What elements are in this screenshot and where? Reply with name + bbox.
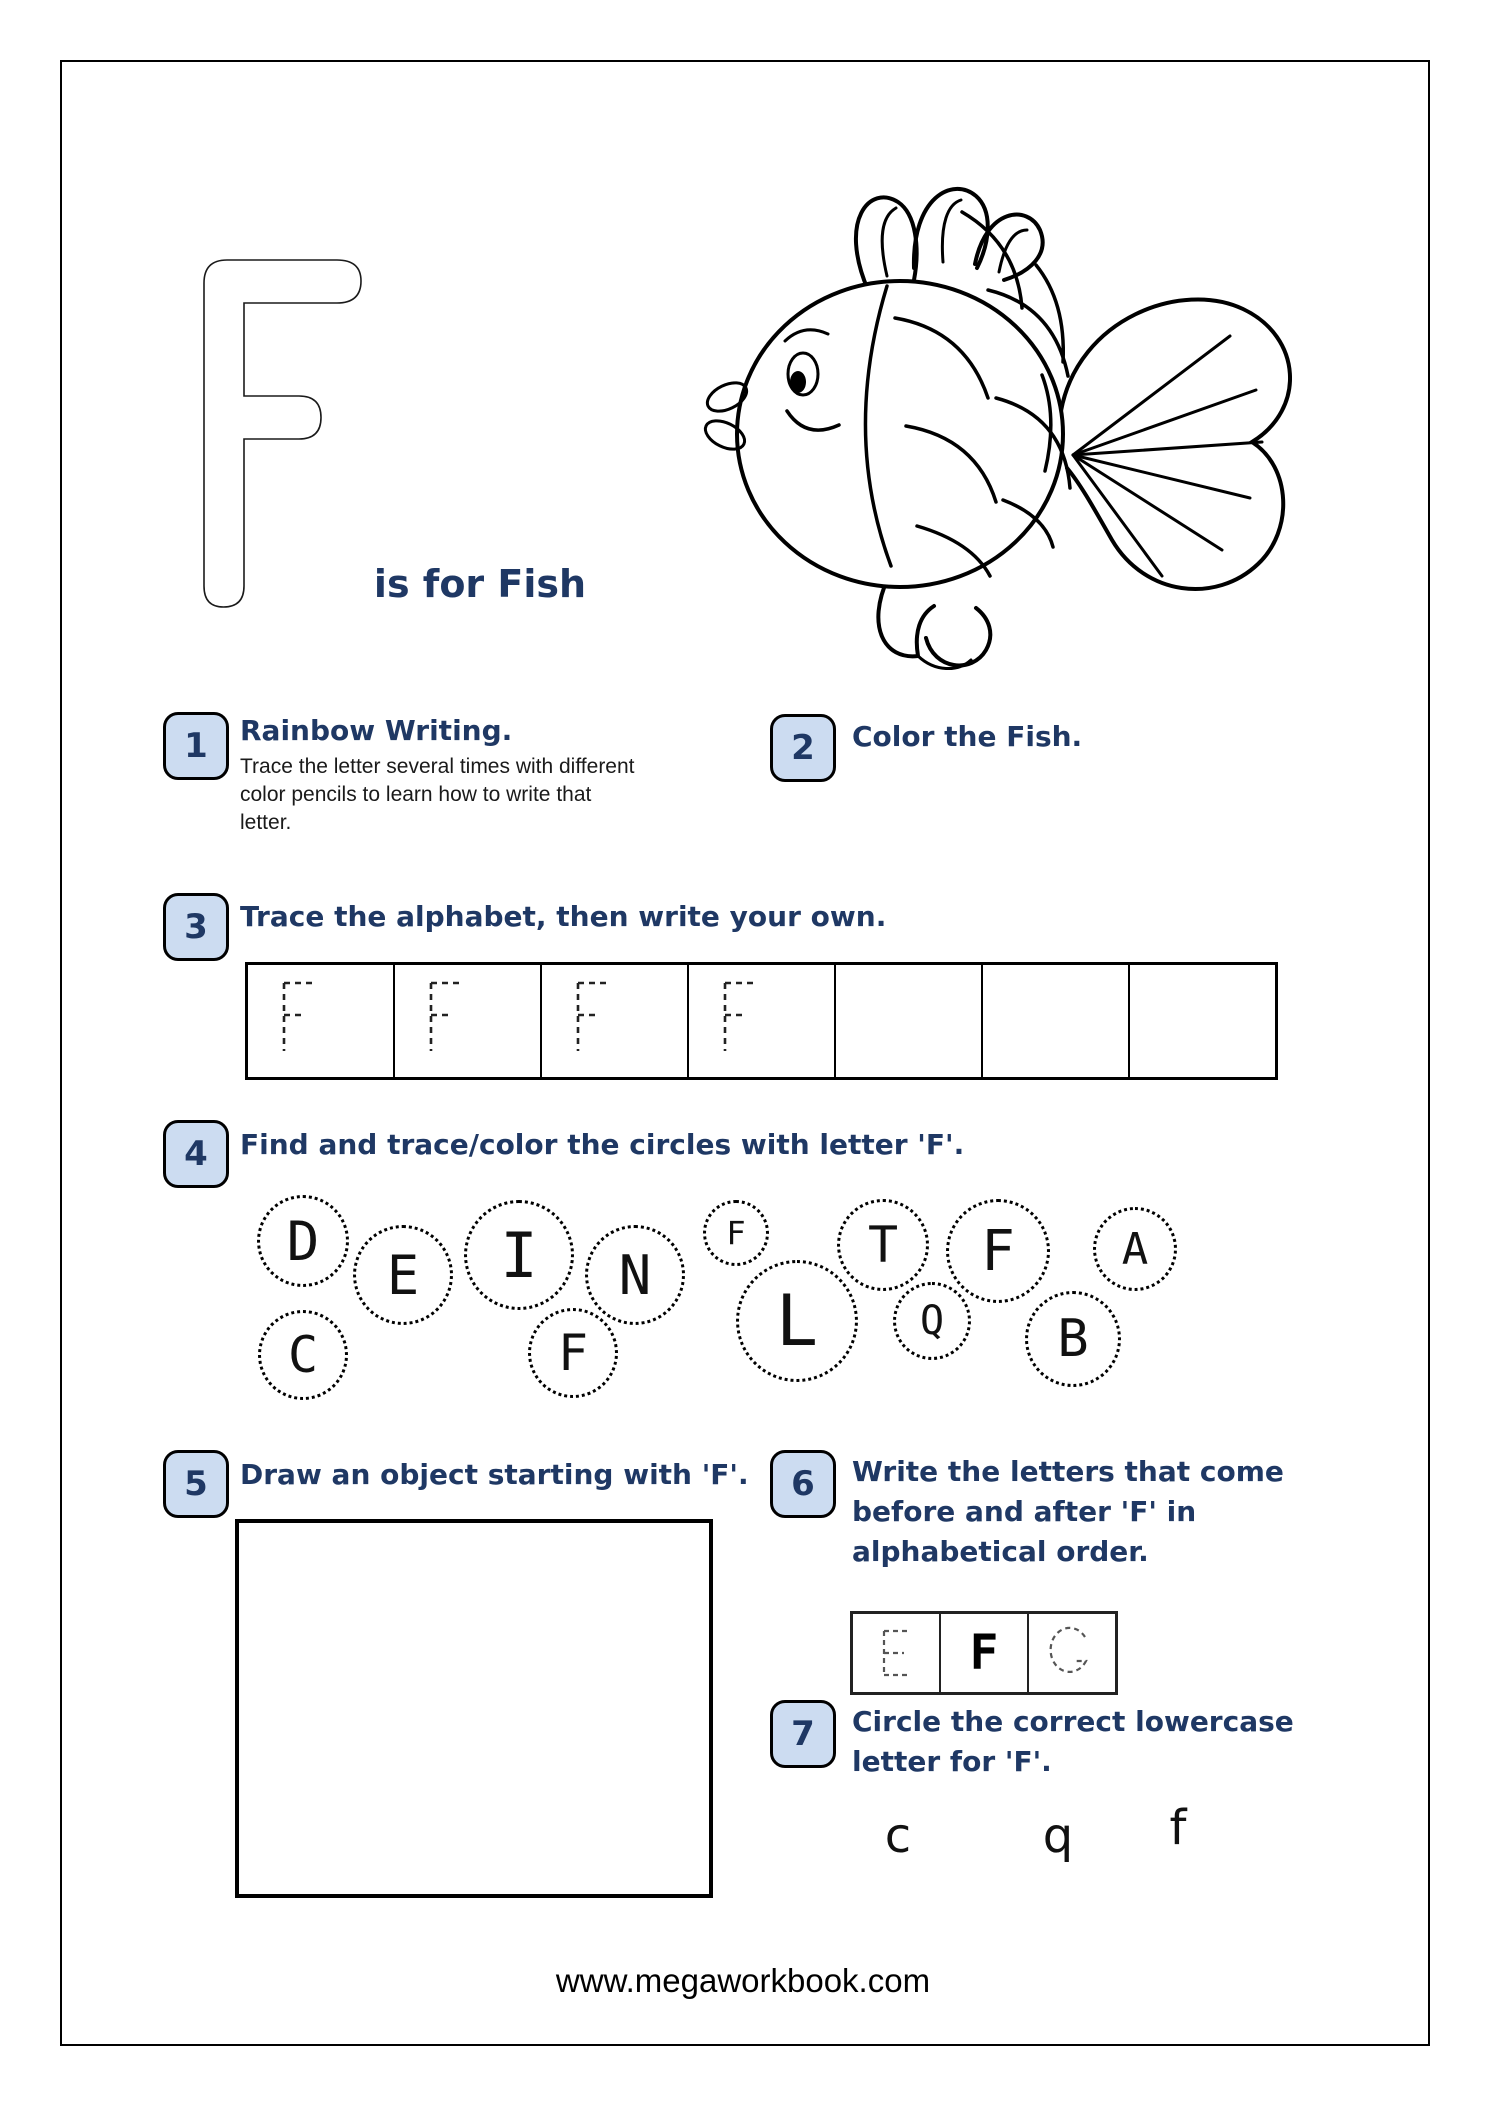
letter-circle-i[interactable]: I [464,1200,574,1310]
lowercase-option-f[interactable]: f [1169,1800,1187,1856]
activity-6-title-line2: before and after 'F' in [852,1495,1197,1528]
activity-1-desc-line3: letter. [240,811,292,834]
trace-cell-traced[interactable] [248,965,393,1077]
activity-1-number: 1 [184,726,208,766]
after-letter-box[interactable] [1027,1614,1115,1692]
activity-7-title-line1: Circle the correct lowercase [852,1705,1294,1738]
activity-6-title-line1: Write the letters that come [852,1455,1284,1488]
traced-letter-g [1040,1621,1104,1685]
middle-letter-box[interactable] [939,1614,1027,1692]
trace-cell-traced[interactable] [393,965,540,1077]
activity-5-title: Draw an object starting with 'F'. [240,1458,749,1491]
drawing-box[interactable] [235,1519,713,1898]
letter-circle-f-small[interactable]: F [703,1200,769,1266]
activity-3-badge [163,893,229,961]
activity-4-number: 4 [184,1134,208,1174]
letter-circle-q[interactable]: Q [893,1282,971,1360]
fish-tail [1061,299,1290,589]
letter-circle-a[interactable]: A [1093,1207,1177,1291]
activity-4-title: Find and trace/color the circles with letter 'F'. [240,1128,965,1161]
trace-cell-empty[interactable] [1128,965,1275,1077]
footer-url: www.megaworkbook.com [555,1962,931,1999]
letter-circle-e[interactable]: E [353,1225,453,1325]
activity-2-badge [770,714,836,782]
caption-is-for-fish: is for Fish [373,562,587,606]
letter-circle-f[interactable]: F [528,1308,618,1398]
before-letter-box[interactable] [853,1614,939,1692]
letter-circle-t[interactable]: T [837,1199,929,1291]
activity-7-title-line2: letter for 'F'. [852,1745,1052,1778]
before-after-boxes [850,1611,1118,1695]
activity-6-badge [770,1450,836,1518]
activity-5-badge [163,1450,229,1518]
letter-circle-n[interactable]: N [585,1225,685,1325]
letter-circle-l[interactable]: L [736,1260,858,1382]
hero-letter-f-outline[interactable] [203,258,365,610]
activity-1-title: Rainbow Writing. [240,714,513,747]
fish-bottom-fin [878,578,990,669]
lowercase-option-c[interactable]: c [884,1808,912,1864]
activity-6-title [852,1452,1284,1572]
activity-1-badge [163,712,229,780]
trace-cell-empty[interactable] [834,965,981,1077]
activity-2-title: Color the Fish. [852,720,1083,753]
activity-6-title-line3: alphabetical order. [852,1535,1149,1568]
activity-5-number: 5 [184,1464,208,1504]
activity-1-desc-line2: color pencils to learn how to write that [240,783,592,806]
activity-3-number: 3 [184,907,208,947]
letter-circle-c[interactable]: C [258,1310,348,1400]
traced-letter-e [864,1621,928,1685]
activity-6-number: 6 [791,1464,815,1504]
trace-cell-traced[interactable] [687,965,834,1077]
activity-7-number: 7 [791,1714,815,1754]
activity-1-description [240,753,635,837]
activity-7-badge [770,1700,836,1768]
trace-cell-traced[interactable] [540,965,687,1077]
lowercase-option-q[interactable]: q [1042,1808,1074,1864]
activity-3-title: Trace the alphabet, then write your own. [240,900,887,933]
activity-4-badge [163,1120,229,1188]
activity-2-number: 2 [791,728,815,768]
fish-body [737,281,1063,587]
letter-circle-f-large[interactable]: F [946,1199,1050,1303]
fish-illustration[interactable] [690,168,1310,728]
letter-circle-b[interactable]: B [1025,1291,1121,1387]
activity-1-desc-line1: Trace the letter several times with different [240,755,635,778]
activity-7-title [852,1702,1294,1782]
letter-circle-d[interactable]: D [257,1195,349,1287]
trace-table [245,962,1278,1080]
solid-letter-f: F [969,1625,999,1681]
trace-cell-empty[interactable] [981,965,1128,1077]
